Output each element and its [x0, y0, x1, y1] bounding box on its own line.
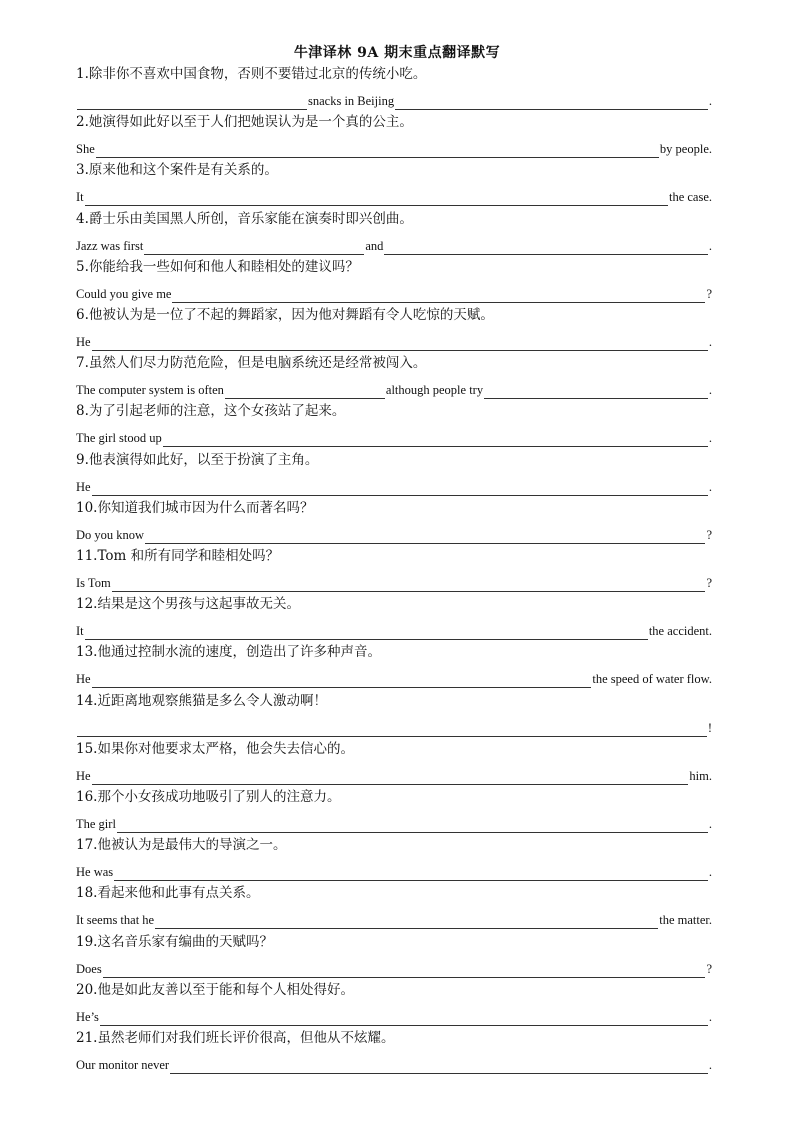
answer-text: and	[365, 238, 384, 253]
answer-text: He	[76, 672, 91, 687]
answer-text: .	[708, 94, 712, 108]
answer-text: The computer system is often	[76, 383, 224, 398]
answer-text: It seems that he	[76, 913, 155, 928]
answer-text: .	[708, 335, 712, 349]
answer-blank[interactable]	[384, 239, 707, 255]
answer-line	[76, 136, 712, 158]
answer-text: She	[76, 142, 95, 157]
question-item	[76, 545, 716, 592]
question-item	[76, 786, 716, 833]
answer-blank[interactable]	[484, 383, 708, 399]
question-item	[76, 1027, 716, 1074]
answer-line	[76, 425, 712, 447]
answer-line	[76, 570, 712, 592]
question-item	[76, 738, 716, 785]
answer-blank[interactable]	[145, 528, 705, 544]
question-item	[76, 63, 716, 110]
answer-text: .	[708, 238, 712, 253]
answer-blank[interactable]	[172, 287, 705, 303]
question-prompt: 5.你能给我一些如何和他人和睦相处的建议吗？	[76, 258, 359, 275]
answer-text: the matter.	[659, 913, 712, 928]
answer-text: .	[708, 479, 712, 494]
question-prompt: 6.他被认为是一位了不起的舞蹈家，因为他对舞蹈有令人吃惊的天赋。	[76, 307, 494, 323]
question-item	[76, 256, 716, 303]
question-prompt: 21.虽然老师们对我们班长评价很高，但他从不炫耀。	[76, 1030, 395, 1046]
answer-line	[76, 474, 712, 496]
answer-text: the accident.	[648, 624, 712, 639]
question-item	[76, 931, 716, 978]
answer-line	[76, 956, 712, 978]
answer-blank[interactable]	[103, 962, 706, 978]
question-prompt: 8.为了引起老师的注意，这个女孩站了起来。	[76, 403, 346, 420]
question-prompt: 10.你知道我们城市因为什么而著名吗？	[76, 499, 314, 516]
question-prompt: 18.看起来他和此事有点关系。	[76, 885, 260, 902]
question-prompt: 17.他被认为是最伟大的导演之一。	[76, 837, 287, 854]
answer-blank[interactable]	[155, 913, 658, 929]
question-prompt: 3.原来他和这个案件是有关系的。	[76, 162, 278, 179]
answer-text: He	[76, 479, 91, 494]
answer-text: He	[76, 768, 91, 783]
answer-blank[interactable]	[163, 431, 708, 447]
question-prompt: 15.如果你对他要求太严格，他会失去信心的。	[76, 740, 354, 757]
answer-blank[interactable]	[112, 576, 706, 592]
answer-line	[76, 859, 712, 881]
question-prompt: 13.他通过控制水流的速度，创造出了许多种声音。	[76, 644, 381, 661]
answer-line	[76, 618, 712, 640]
question-prompt: 7.虽然人们尽力防范危险，但是电脑系统还是经常被闯入。	[76, 355, 427, 372]
answer-text: .	[708, 1058, 712, 1072]
answer-text: It	[76, 624, 84, 639]
answer-text: !	[707, 720, 712, 735]
answer-text: Does	[76, 961, 102, 976]
answer-line	[76, 715, 712, 737]
answer-text: It	[76, 190, 84, 205]
answer-line	[76, 233, 712, 255]
answer-text: .	[708, 817, 712, 831]
answer-text: snacks in Beijing	[308, 94, 395, 108]
answer-line	[76, 1052, 712, 1074]
page-title: 牛津译林 9A 期末重点翻译默写	[293, 45, 501, 61]
answer-text: .	[708, 431, 712, 446]
answer-text: by people.	[659, 142, 712, 157]
answer-line	[76, 377, 712, 399]
question-prompt: 19.这名音乐家有编曲的天赋吗？	[76, 933, 273, 950]
question-item	[76, 979, 716, 1026]
answer-text: Jazz was first	[76, 238, 144, 253]
question-item	[76, 111, 716, 158]
answer-text: .	[708, 383, 712, 398]
question-item	[76, 690, 716, 737]
answer-blank[interactable]	[117, 817, 708, 833]
question-item	[76, 593, 716, 640]
question-item	[76, 352, 716, 399]
answer-text: He’s	[76, 1009, 99, 1024]
answer-text: Could you give me	[76, 286, 172, 301]
answer-line	[76, 811, 712, 833]
question-prompt: 4.爵士乐由美国黑人所创，音乐家能在演奏时即兴创曲。	[76, 210, 413, 227]
question-item	[76, 834, 716, 881]
answer-text: the speed of water flow.	[592, 672, 712, 687]
question-prompt: 12.结果是这个男孩与这起事故无关。	[76, 596, 300, 613]
answer-text: The girl stood up	[76, 431, 162, 446]
answer-text: He was	[76, 865, 114, 880]
answer-text: although people try	[385, 383, 484, 398]
answer-text: Our monitor never	[76, 1058, 170, 1072]
answer-line	[76, 1004, 712, 1026]
answer-text: He	[76, 335, 91, 349]
answer-line	[76, 329, 712, 351]
answer-text: the case.	[668, 190, 712, 205]
answer-text: .	[708, 1009, 712, 1024]
answer-text: .	[708, 865, 712, 880]
answer-line	[76, 907, 712, 929]
answer-line	[76, 666, 712, 688]
answer-blank[interactable]	[144, 239, 364, 255]
question-prompt: 11.Tom 和所有同学和睦相处吗？	[76, 548, 280, 564]
question-prompt: 2.她演得如此好以至于人们把她误认为是一个真的公主。	[76, 114, 413, 131]
answer-text: ?	[706, 286, 712, 301]
question-prompt: 1.除非你不喜欢中国食物，否则不要错过北京的传统小吃。	[76, 66, 427, 82]
answer-text: ?	[706, 527, 712, 542]
answer-blank[interactable]	[225, 383, 385, 399]
question-item	[76, 159, 716, 206]
answer-blank[interactable]	[92, 480, 708, 496]
answer-line	[76, 281, 712, 303]
question-item	[76, 304, 716, 351]
question-prompt: 20.他是如此友善以至于能和每个人相处得好。	[76, 981, 354, 998]
answer-blank[interactable]	[92, 335, 708, 351]
answer-blank[interactable]	[395, 94, 708, 110]
answer-blank[interactable]	[170, 1058, 708, 1074]
answer-text: ?	[706, 576, 712, 590]
answer-blank[interactable]	[85, 190, 668, 206]
answer-text: ?	[706, 961, 712, 976]
answer-blank[interactable]	[92, 769, 689, 785]
answer-blank[interactable]	[114, 865, 708, 881]
answer-blank[interactable]	[77, 94, 307, 110]
question-item	[76, 449, 716, 496]
answer-blank[interactable]	[85, 624, 648, 640]
answer-text: The girl	[76, 817, 116, 831]
answer-line	[76, 763, 712, 785]
answer-text: Is Tom	[76, 576, 111, 590]
question-item	[76, 208, 716, 255]
question-item	[76, 497, 716, 544]
question-prompt: 9.他表演得如此好，以至于扮演了主角。	[76, 451, 319, 468]
question-prompt: 16.那个小女孩成功地吸引了别人的注意力。	[76, 789, 341, 805]
answer-blank[interactable]	[96, 142, 659, 158]
answer-blank[interactable]	[100, 1010, 708, 1026]
answer-line	[76, 88, 712, 110]
answer-line	[76, 184, 712, 206]
answer-text: him.	[689, 768, 712, 783]
question-item	[76, 882, 716, 929]
question-prompt: 14.近距离地观察熊猫是多么令人激动啊！	[76, 692, 327, 709]
answer-line	[76, 522, 712, 544]
answer-blank[interactable]	[77, 721, 707, 737]
question-item	[76, 641, 716, 688]
answer-text: Do you know	[76, 527, 145, 542]
question-item	[76, 400, 716, 447]
answer-blank[interactable]	[92, 672, 592, 688]
